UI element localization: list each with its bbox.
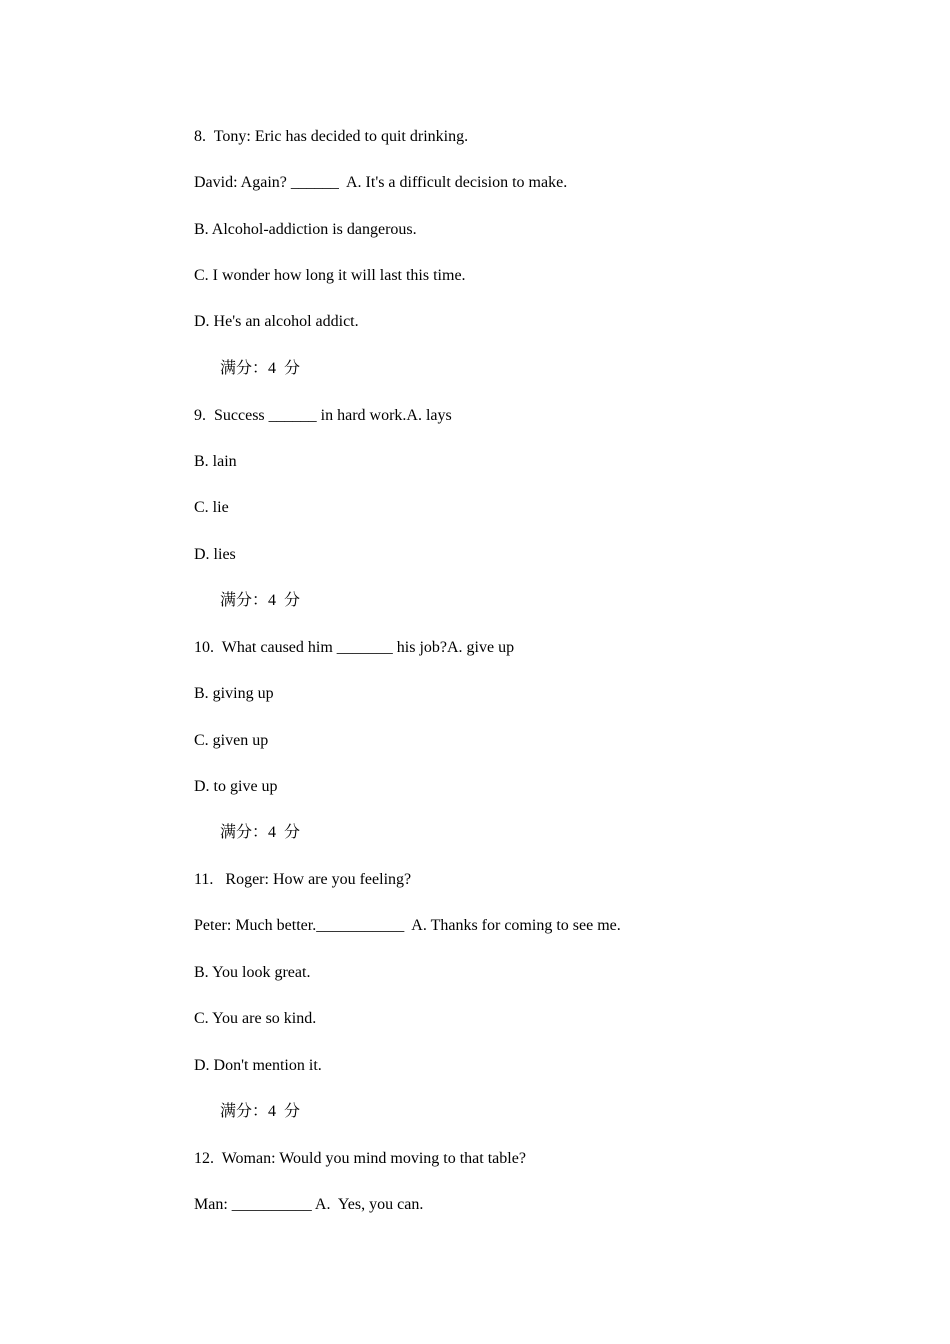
question-12-stem: 12. Woman: Would you mind moving to that table? [194,1150,526,1167]
question-9-option-d: D. lies [194,546,236,563]
question-9-option-c: C. lie [194,499,229,516]
question-8-stem: 8. Tony: Eric has decided to quit drinking. [194,128,469,145]
question-11-option-c: C. You are so kind. [194,1010,317,1027]
question-8-option-b: B. Alcohol-addiction is dangerous. [194,221,417,238]
question-9-stem-option-a: 9. Success ______ in hard work.A. lays [194,407,452,424]
question-10-stem-option-a: 10. What caused him _______ his job?A. give up [194,639,515,656]
question-9-score: 满分：4 分 [220,592,301,609]
question-12-dialogue-option-a: Man: __________ A. Yes, you can. [194,1196,424,1213]
question-8-dialogue-option-a: David: Again? ______ A. It's a difficult decision to make. [194,174,568,191]
question-10-option-d: D. to give up [194,778,278,795]
question-10-option-b: B. giving up [194,685,274,702]
question-10-option-c: C. given up [194,732,269,749]
question-11-option-d: D. Don't mention it. [194,1057,322,1074]
question-8-score: 满分：4 分 [220,360,301,377]
question-8-option-c: C. I wonder how long it will last this time. [194,267,466,284]
question-11-option-b: B. You look great. [194,964,311,981]
question-8-option-d: D. He's an alcohol addict. [194,313,359,330]
question-11-stem: 11. Roger: How are you feeling? [194,871,412,888]
question-11-dialogue-option-a: Peter: Much better.___________ A. Thanks for coming to see me. [194,917,621,934]
question-11-score: 满分：4 分 [220,1103,301,1120]
question-10-score: 满分：4 分 [220,824,301,841]
question-9-option-b: B. lain [194,453,237,470]
